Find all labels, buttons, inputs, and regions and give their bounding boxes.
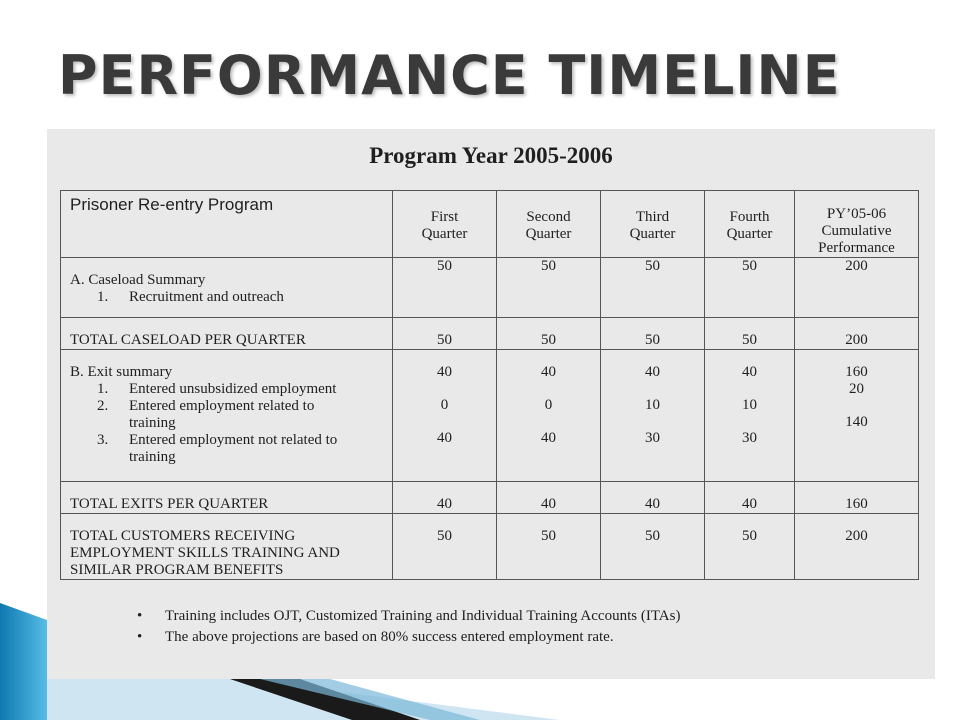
table-row-total-exits: [61, 482, 919, 514]
table-row-caseload-summary: [61, 258, 919, 318]
table-cell: 40 10 30: [601, 350, 705, 482]
column-header-q4: Fourth Quarter: [705, 191, 795, 258]
bullet-icon: •: [137, 629, 143, 645]
program-name: Prisoner Re-entry Program: [61, 191, 393, 258]
table-cell: 40 0 40: [393, 350, 497, 482]
table-cell: 50: [393, 318, 497, 350]
bullet-icon: •: [137, 608, 143, 624]
performance-table: [60, 190, 919, 580]
table-cell: 160: [795, 482, 919, 514]
column-header-q2: Second Quarter: [497, 191, 601, 258]
table-cell: 50: [601, 318, 705, 350]
total-caseload-label: TOTAL CASELOAD PER QUARTER: [61, 318, 393, 350]
column-header-q3: Third Quarter: [601, 191, 705, 258]
slide-title: PERFORMANCE TIMELINE: [58, 44, 841, 107]
table-row-total-caseload: [61, 318, 919, 350]
table-cell: 40: [497, 482, 601, 514]
table-cell: 40 0 40: [497, 350, 601, 482]
table-header-row: [61, 191, 919, 258]
table-cell: 200: [795, 514, 919, 580]
table-cell: 160 20 140: [795, 350, 919, 482]
column-header-cumulative: PY’05-06 Cumulative Performance: [795, 191, 919, 258]
table-cell: 50: [705, 514, 795, 580]
table-row-exit-summary: [61, 350, 919, 482]
table-cell: 50: [497, 318, 601, 350]
notes-list: [137, 606, 680, 648]
corner-blue-wedge: [0, 603, 47, 720]
table-cell: 200: [795, 258, 919, 318]
table-row-total-customers: [61, 514, 919, 580]
total-customers-label: TOTAL CUSTOMERS RECEIVING EMPLOYMENT SKILLS TRAINING AND SIMILAR PROGRAM BENEFITS: [61, 514, 393, 580]
table-cell: 50: [601, 258, 705, 318]
table-cell: 50: [705, 318, 795, 350]
note-item: • The above projections are based on 80% success entered employment rate.: [137, 627, 680, 648]
document-heading: Program Year 2005-2006: [369, 143, 613, 168]
table-cell: 50: [393, 258, 497, 318]
column-header-q1: First Quarter: [393, 191, 497, 258]
caseload-summary-label: A. Caseload Summary 1. Recruitment and outreach: [61, 258, 393, 318]
exit-summary-label: B. Exit summary 1. Entered unsubsidized employment 2. Entered employment related to training 3. Entered employment not related to training: [61, 350, 393, 482]
table-cell: 40: [601, 482, 705, 514]
table-cell: 40 10 30: [705, 350, 795, 482]
scanned-document: [47, 129, 935, 679]
table-cell: 50: [393, 514, 497, 580]
table-cell: 50: [601, 514, 705, 580]
table-cell: 40: [393, 482, 497, 514]
table-cell: 50: [497, 514, 601, 580]
table-cell: 40: [705, 482, 795, 514]
note-item: • Training includes OJT, Customized Training and Individual Training Accounts (ITAs): [137, 606, 680, 627]
table-cell: 200: [795, 318, 919, 350]
table-cell: 50: [705, 258, 795, 318]
total-exits-label: TOTAL EXITS PER QUARTER: [61, 482, 393, 514]
table-cell: 50: [497, 258, 601, 318]
